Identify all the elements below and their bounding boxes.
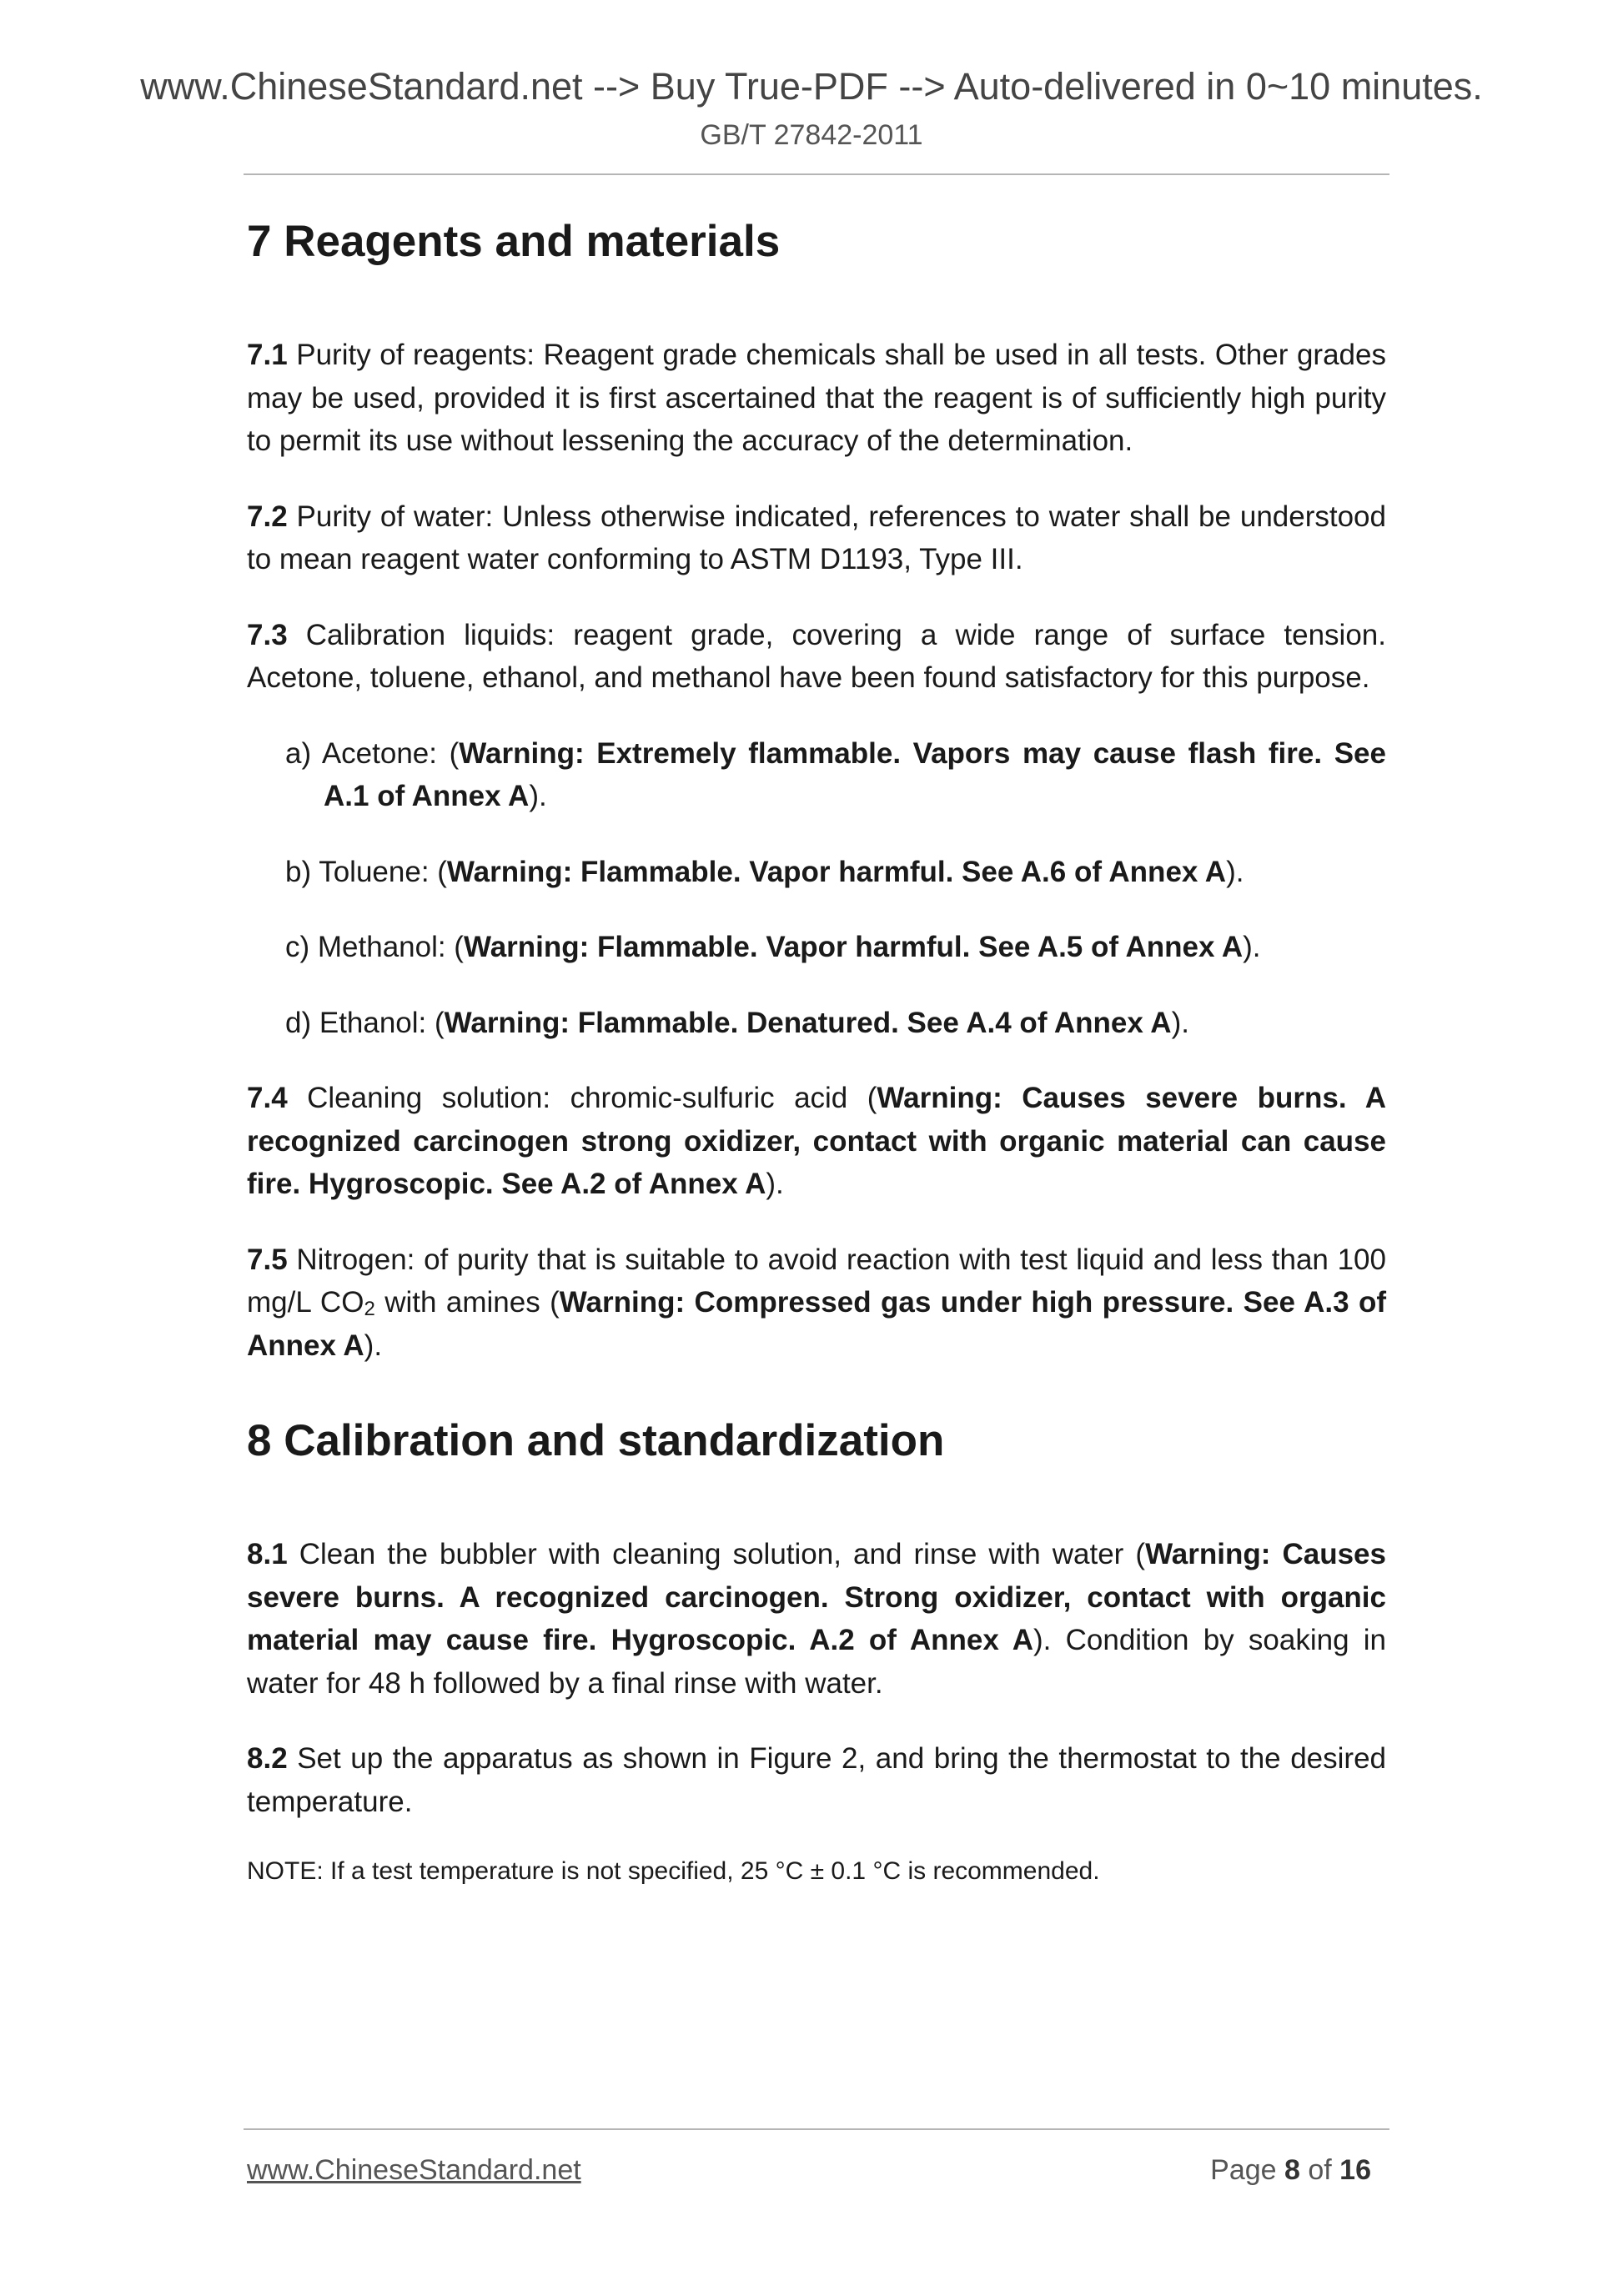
clause-number: 7.3 xyxy=(247,618,288,651)
footer-site-link[interactable]: www.ChineseStandard.net xyxy=(247,2154,581,2186)
paragraph-text: Set up the apparatus as shown in Figure 2, and bring the thermostat to the desired temperature. xyxy=(247,1742,1386,1818)
paragraph-end: ). xyxy=(766,1168,784,1200)
paragraph-7-3 xyxy=(247,614,1386,700)
warning-text: Warning: Causes severe burns. A recognized carcinogen strong oxidizer, contact with organic material can cause fire. Hygroscopic. See A.2 of Annex A xyxy=(247,1082,1386,1200)
page-counter xyxy=(1210,2154,1371,2187)
clause-number: 8.1 xyxy=(247,1538,288,1570)
clause-number: 7.5 xyxy=(247,1243,288,1276)
item-label: b) Toluene: ( xyxy=(285,855,447,888)
paragraph-8-1 xyxy=(247,1533,1386,1705)
paragraph-7-4 xyxy=(247,1077,1386,1206)
section-8-title: 8 Calibration and standardization xyxy=(247,1416,945,1465)
clause-number: 7.2 xyxy=(247,500,288,533)
list-item-ethanol xyxy=(247,1002,1386,1045)
paragraph-text: Cleaning solution: chromic-sulfuric acid ( xyxy=(287,1082,877,1114)
page-total: 16 xyxy=(1339,2154,1371,2186)
clause-number: 7.1 xyxy=(247,339,288,371)
page-number: 8 xyxy=(1284,2154,1300,2186)
note-text: NOTE: If a test temperature is not specified, 25 °C ± 0.1 °C is recommended. xyxy=(247,1857,1100,1885)
item-end: ). xyxy=(1226,855,1244,888)
warning-text: Warning: Causes severe burns. A recognized carcinogen. Strong oxidizer, contact with organic material may cause fire. Hygroscopic. A.2 of Annex A xyxy=(247,1538,1386,1656)
warning-text: Warning: Flammable. Vapor harmful. See A.5 of Annex A xyxy=(463,931,1244,963)
clause-number: 7.4 xyxy=(247,1082,288,1114)
warning-text: Warning: Flammable. Vapor harmful. See A.6 of Annex A xyxy=(446,855,1227,888)
item-label: d) Ethanol: ( xyxy=(285,1006,445,1039)
header-site-banner: www.ChineseStandard.net --> Buy True-PDF --> Auto-delivered in 0~10 minutes. xyxy=(140,65,1483,108)
paragraph-7-5 xyxy=(247,1238,1386,1368)
list-item-toluene xyxy=(247,851,1386,894)
paragraph-text: Purity of water: Unless otherwise indicated, references to water shall be understood to mean reagent water conforming to ASTM D1193, Type III. xyxy=(247,500,1386,575)
warning-text: Warning: Flammable. Denatured. See A.4 of Annex A xyxy=(444,1006,1172,1039)
warning-text: Warning: Extremely flammable. Vapors may cause flash fire. See A.1 of Annex A xyxy=(324,736,1386,812)
page-label: Page xyxy=(1210,2154,1284,2186)
paragraph-text: Calibration liquids: reagent grade, covering a wide range of surface tension. Acetone, toluene, ethanol, and methanol have been found satisfactory for this purpose. xyxy=(247,618,1386,694)
item-label: a) Acetone: ( xyxy=(285,736,460,770)
item-end: ). xyxy=(1243,931,1261,963)
document-body xyxy=(247,213,1386,1890)
subscript: 2 xyxy=(364,1298,375,1320)
item-label: c) Methanol: ( xyxy=(285,931,464,963)
warning-text: Warning: Compressed gas under high pressure. See A.3 of Annex A xyxy=(247,1286,1386,1362)
header-divider xyxy=(244,173,1389,175)
paragraph-8-2 xyxy=(247,1737,1386,1823)
paragraph-text: Clean the bubbler with cleaning solution, and rinse with water ( xyxy=(287,1538,1146,1570)
clause-number: 8.2 xyxy=(247,1742,288,1775)
paragraph-end: ). xyxy=(364,1329,383,1362)
list-item-methanol xyxy=(247,926,1386,969)
paragraph-7-1 xyxy=(247,334,1386,463)
paragraph-text: Nitrogen: of purity that is suitable to avoid reaction with test liquid and less than 100 mg/L CO xyxy=(247,1243,1386,1319)
item-end: ). xyxy=(1171,1006,1189,1039)
paragraph-text: ). Condition by soaking in water for 48 h followed by a final rinse with water. xyxy=(247,1624,1386,1700)
item-end: ). xyxy=(529,780,547,812)
of-label: of xyxy=(1299,2154,1340,2186)
paragraph-text: with amines ( xyxy=(374,1286,560,1319)
paragraph-7-2 xyxy=(247,495,1386,581)
paragraph-text: Purity of reagents: Reagent grade chemicals shall be used in all tests. Other grades may be used, provided it is first ascertained that the reagent is of sufficiently high purity to permit its use without lessening the accuracy of the determination. xyxy=(247,339,1386,457)
section-7-title: 7 Reagents and materials xyxy=(247,217,781,266)
header-standard-number: GB/T 27842-2011 xyxy=(700,119,923,151)
list-item-acetone xyxy=(247,732,1386,818)
footer-divider xyxy=(244,2128,1389,2130)
